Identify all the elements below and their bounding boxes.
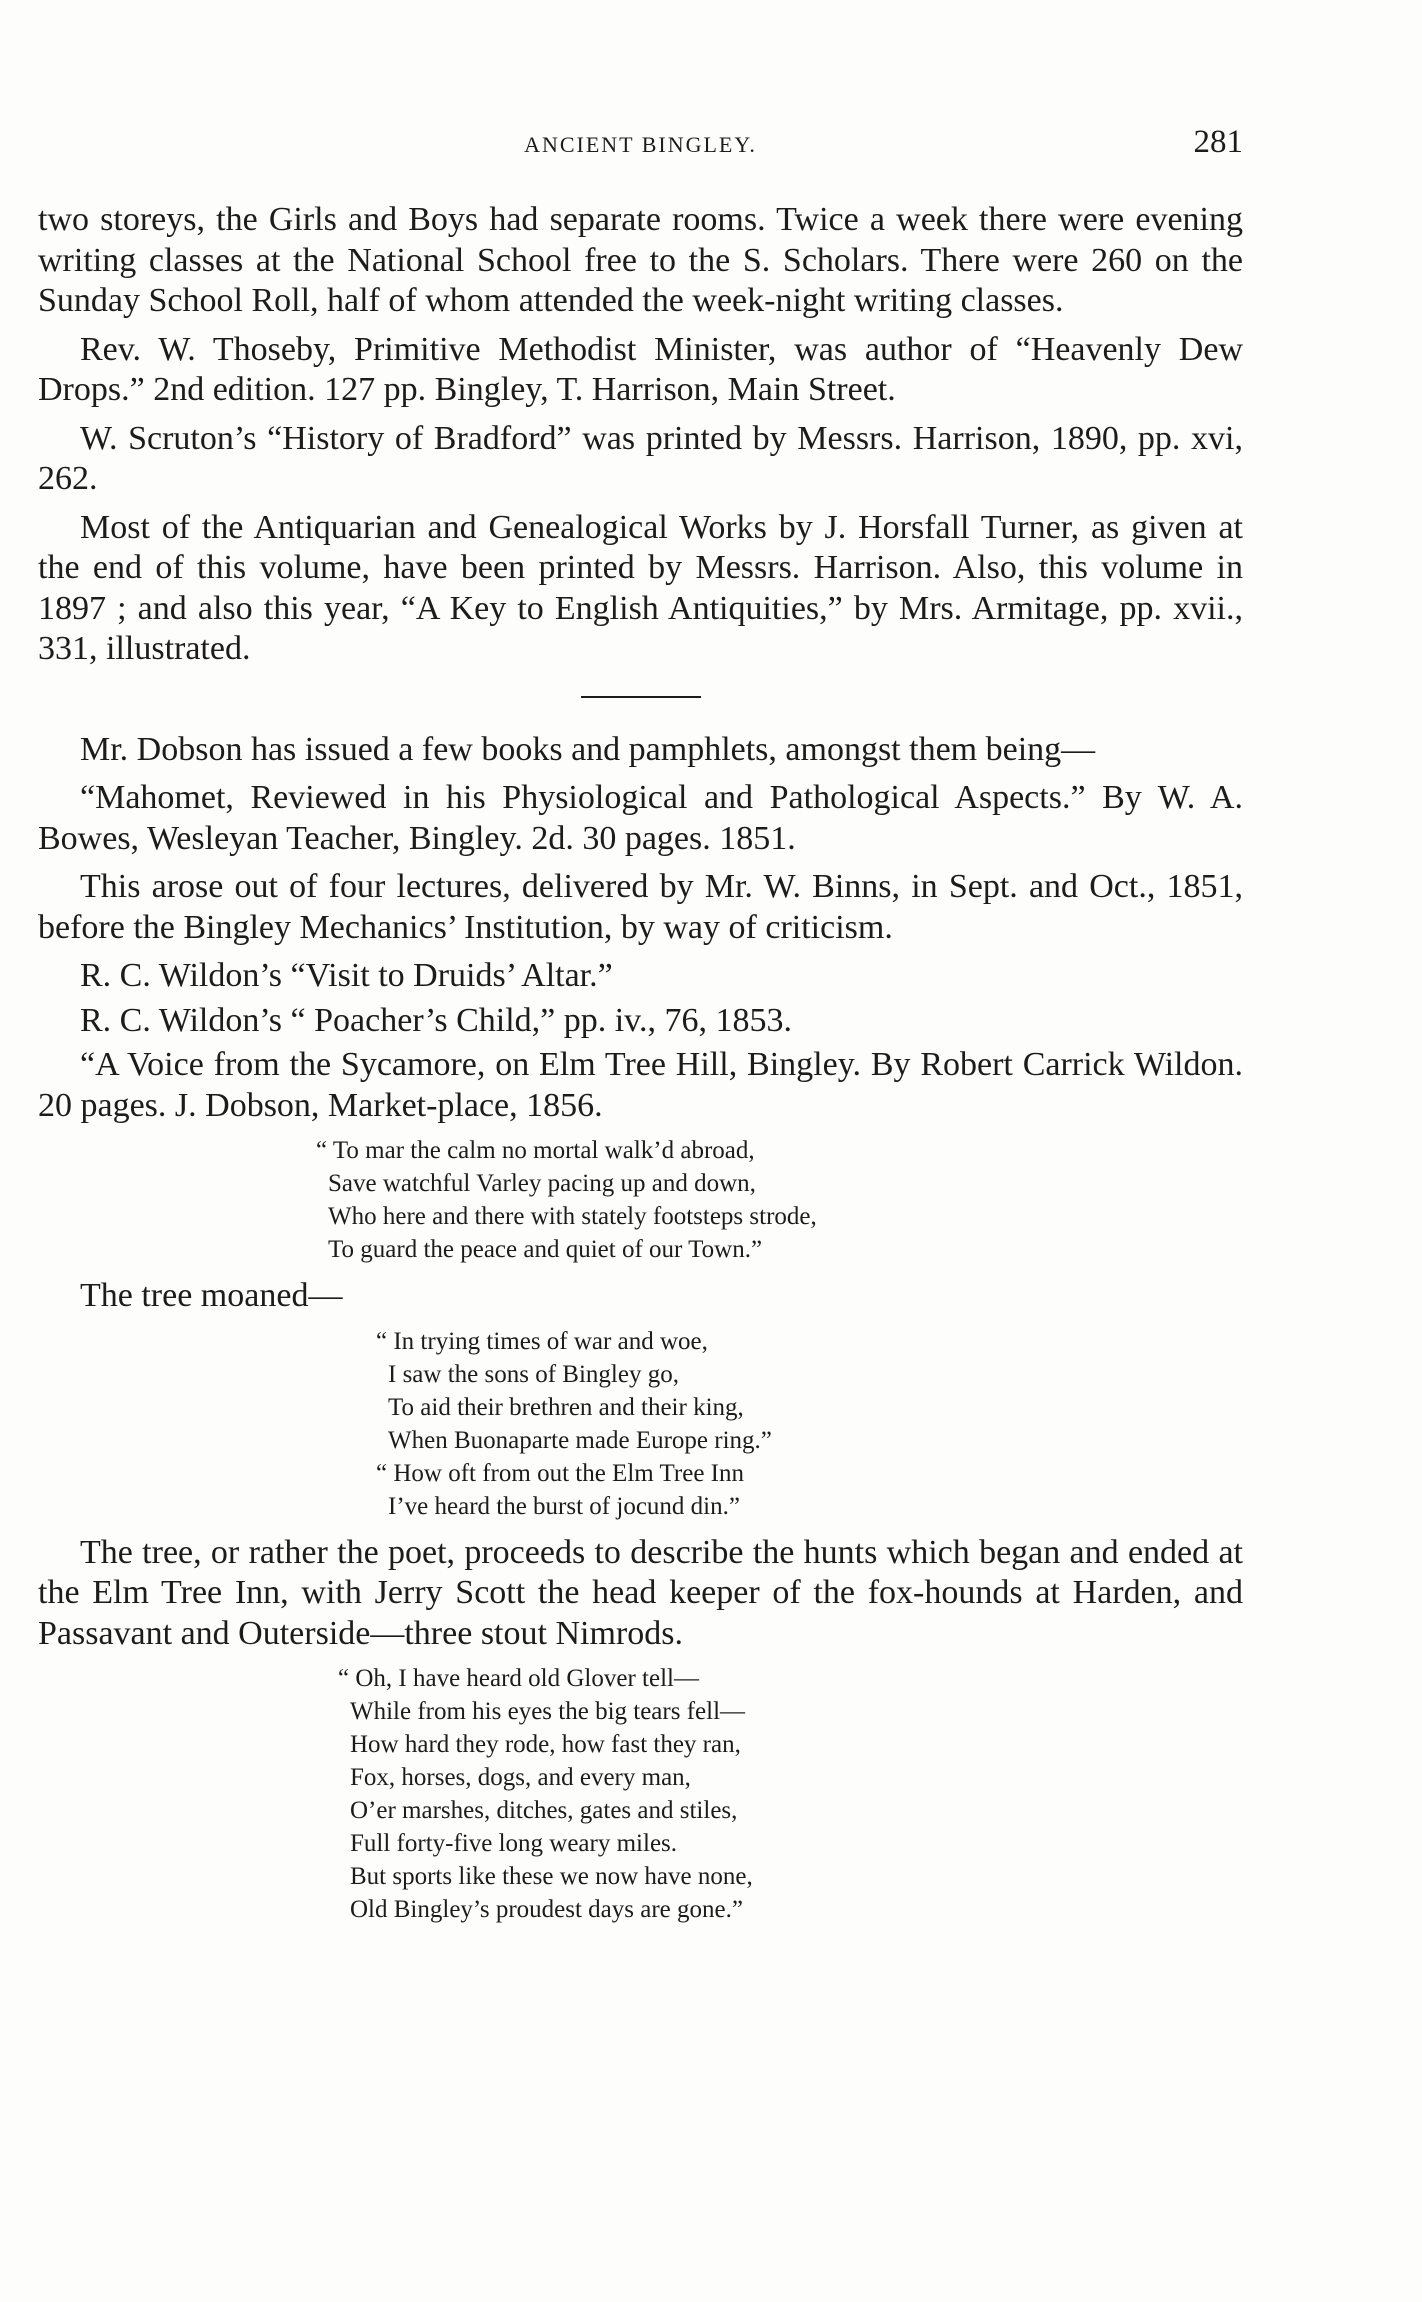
verse-line: Old Bingley’s proudest days are gone.” (350, 1896, 743, 1923)
verse-line: “ How oft from out the Elm Tree Inn (376, 1459, 745, 1487)
verse-line: Fox, horses, dogs, and every man, (350, 1764, 691, 1791)
paragraph: R. C. Wildon’s “ Poacher’s Child,” pp. iv., 76, 1853. (80, 1001, 792, 1039)
paragraph: This arose out of four lectures, delivered by Mr. W. Binns, in Sept. and Oct., 1851, before the Bingley Mechanics’ Institution, by way of criticism. (38, 868, 1243, 946)
verse-line: Who here and there with stately footsteps strode, (328, 1203, 817, 1230)
paragraph: “A Voice from the Sycamore, on Elm Tree Hill, Bingley. By Robert Carrick Wildon. 20 pages. J. Dobson, Market-place, 1856. (38, 1046, 1243, 1124)
paragraph: Rev. W. Thoseby, Primitive Methodist Minister, was author of “Heavenly Dew Drops.” 2nd edition. 127 pp. Bingley, T. Harrison, Main Street. (38, 330, 1243, 408)
page-header (38, 124, 1243, 166)
running-head: ANCIENT BINGLEY. (524, 132, 757, 157)
page-number: 281 (1193, 124, 1243, 160)
verse-line: To aid their brethren and their king, (388, 1393, 744, 1421)
paragraph: The tree, or rather the poet, proceeds to describe the hunts which began and ended at the Elm Tree Inn, with Jerry Scott the head keeper of the fox-hounds at Harden, and Passavant and Outerside—three stout Nimrods. (38, 1533, 1243, 1652)
verse-line: To guard the peace and quiet of our Town.” (328, 1236, 763, 1263)
verse-line: How hard they rode, how fast they ran, (350, 1731, 741, 1758)
section-divider (581, 696, 701, 698)
verse-quotation (38, 1662, 1243, 1926)
paragraph: W. Scruton’s “History of Bradford” was printed by Messrs. Harrison, 1890, pp. xvi, 262. (38, 419, 1243, 497)
verse-line: I’ve heard the burst of jocund din.” (388, 1492, 740, 1520)
verse-quotation (38, 1134, 1243, 1266)
verse-line: I saw the sons of Bingley go, (388, 1360, 679, 1388)
paragraph: R. C. Wildon’s “Visit to Druids’ Altar.” (80, 957, 613, 994)
verse-line: When Buonaparte made Europe ring.” (388, 1426, 772, 1454)
verse-line: While from his eyes the big tears fell— (350, 1698, 746, 1725)
verse-line: “ Oh, I have heard old Glover tell— (338, 1665, 699, 1692)
paragraph: Mr. Dobson has issued a few books and pamphlets, amongst them being— (80, 730, 1096, 768)
verse-line: Save watchful Varley pacing up and down, (328, 1170, 756, 1197)
paragraph: two storeys, the Girls and Boys had separate rooms. Twice a week there were evening writing classes at the National School free to the S. Scholars. There were 260 on the Sunday School Roll, half of whom attended the week-night writing classes. (38, 201, 1243, 319)
page-body (38, 200, 1243, 1936)
verse-line: Full forty-five long weary miles. (350, 1830, 678, 1857)
paragraph: The tree moaned— (80, 1277, 343, 1314)
paragraph: Most of the Antiquarian and Genealogical Works by J. Horsfall Turner, as given at the end of this volume, have been printed by Messrs. Harrison. Also, this volume in 1897 ; and also this year, “A Key to English Antiquities,” by Mrs. Armitage, pp. xvii., 331, illustrated. (38, 508, 1243, 667)
paragraph: “Mahomet, Reviewed in his Physiological and Pathological Aspects.” By W. A. Bowes, Wesleyan Teacher, Bingley. 2d. 30 pages. 1851. (38, 779, 1243, 857)
verse-line: “ To mar the calm no mortal walk’d abroad, (316, 1137, 755, 1164)
verse-line: “ In trying times of war and woe, (376, 1327, 708, 1355)
verse-quotation (38, 1325, 1243, 1523)
verse-line: O’er marshes, ditches, gates and stiles, (350, 1797, 738, 1824)
verse-line: But sports like these we now have none, (350, 1863, 753, 1890)
